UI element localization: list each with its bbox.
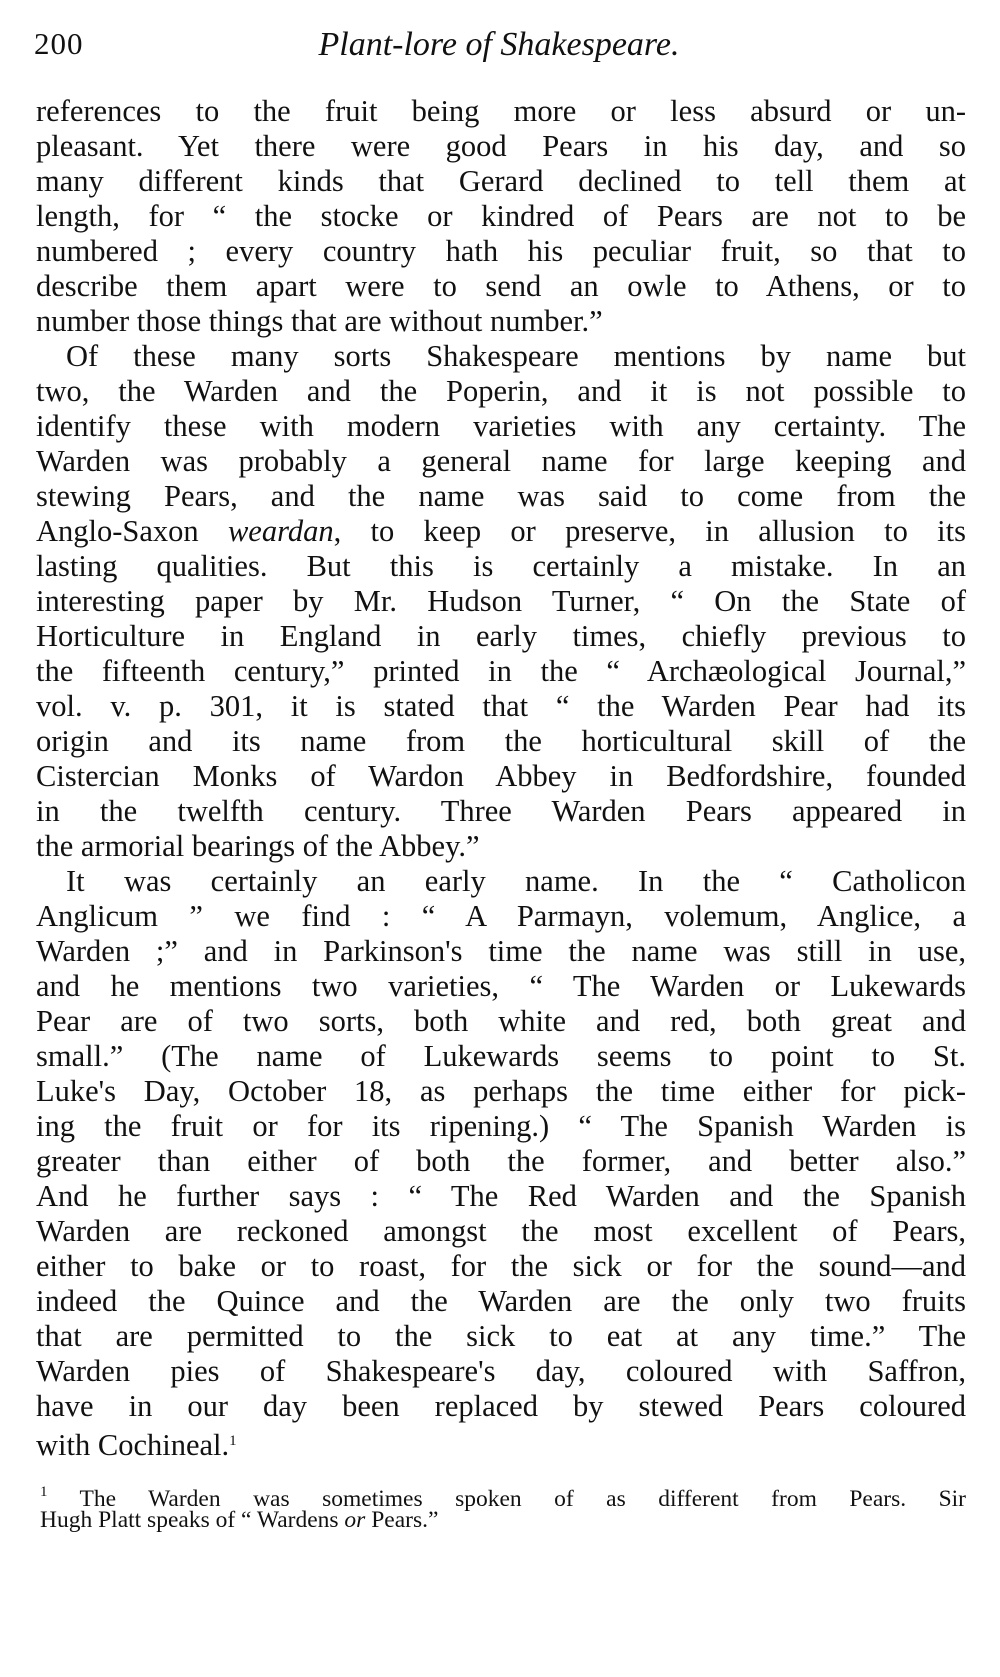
text-line: Warden pies of Shakespeare's day, coloured with Saffron,: [36, 1354, 966, 1388]
text-line: stewing Pears, and the name was said to come from the: [36, 479, 966, 513]
text-line: Pear are of two sorts, both white and red, both great and: [36, 1004, 966, 1038]
text-line: small.” (The name of Lukewards seems to point to St.: [36, 1039, 966, 1073]
text-line: indeed the Quince and the Warden are the only two fruits: [36, 1284, 966, 1318]
text-line: origin and its name from the horticultural skill of the: [36, 724, 966, 758]
text-line: lasting qualities. But this is certainly a mistake. In an: [36, 549, 966, 583]
text-line: Cistercian Monks of Wardon Abbey in Bedfordshire, founded: [36, 759, 966, 793]
text-fragment: Anglo-Saxon: [36, 514, 228, 548]
text-line: and he mentions two varieties, “ The Warden or Lukewards: [36, 969, 966, 1003]
text-line: [36, 1423, 966, 1463]
footnote-marker: 1: [40, 1484, 48, 1500]
text-line: Of these many sorts Shakespeare mentions by name but: [66, 339, 966, 373]
text-line: Warden are reckoned amongst the most excellent of Pears,: [36, 1214, 966, 1248]
footnote-text: The Warden was sometimes spoken of as different from Pears. Sir: [47, 1486, 966, 1512]
text-line: two, the Warden and the Poperin, and it is not possible to: [36, 374, 966, 408]
text-line: ing the fruit or for its ripening.) “ The Spanish Warden is: [36, 1109, 966, 1143]
text-line: length, for “ the stocke or kindred of Pears are not to be: [36, 199, 966, 233]
text-line: It was certainly an early name. In the “ Catholicon: [66, 864, 966, 898]
italic-word: or: [344, 1507, 366, 1533]
text-line: And he further says : “ The Red Warden and the Spanish: [36, 1179, 966, 1213]
text-line: either to bake or to roast, for the sick or for the sound—and: [36, 1249, 966, 1283]
text-line: describe them apart were to send an owle to Athens, or to: [36, 269, 966, 303]
italic-word: weardan: [227, 514, 334, 548]
footnote-text: Hugh Platt speaks of “ Wardens: [40, 1507, 345, 1533]
footnote-line: [40, 1506, 966, 1534]
text-line: [36, 513, 966, 549]
text-line: Anglicum ” we find : “ A Parmayn, volemum, Anglice, a: [36, 899, 966, 933]
text-line: Warden was probably a general name for large keeping and: [36, 444, 966, 478]
page-number: 200: [34, 26, 84, 61]
text-line: references to the fruit being more or less absurd or un-: [36, 94, 966, 128]
text-line: many different kinds that Gerard declined to tell them at: [36, 164, 966, 198]
text-line: in the twelfth century. Three Warden Pears appeared in: [36, 794, 966, 828]
text-line: that are permitted to the sick to eat at any time.” The: [36, 1319, 966, 1353]
text-line: vol. v. p. 301, it is stated that “ the Warden Pear had its: [36, 689, 966, 723]
text-line: Warden ;” and in Parkinson's time the name was still in use,: [36, 934, 966, 968]
footnote-text: Pears.”: [365, 1507, 439, 1533]
running-title: Plant-lore of Shakespeare.: [318, 26, 680, 63]
text-line: Horticulture in England in early times, chiefly previous to: [36, 619, 966, 653]
text-line: greater than either of both the former, and better also.”: [36, 1144, 966, 1178]
text-line: pleasant. Yet there were good Pears in his day, and so: [36, 129, 966, 163]
text-fragment: , to keep or preserve, in allusion to its: [333, 514, 966, 548]
text-line: interesting paper by Mr. Hudson Turner, “ On the State of: [36, 584, 966, 618]
page-header: [34, 26, 964, 76]
text-line: the fifteenth century,” printed in the “ Archæological Journal,”: [36, 654, 966, 688]
text-line: the armorial bearings of the Abbey.”: [36, 829, 480, 863]
footnote-reference: 1: [229, 1433, 237, 1449]
text-line: number those things that are without number.”: [36, 304, 603, 338]
text-line: identify these with modern varieties with any certainty. The: [36, 409, 966, 443]
text-line: numbered ; every country hath his peculiar fruit, so that to: [36, 234, 966, 268]
text-line: Luke's Day, October 18, as perhaps the time either for pick-: [36, 1074, 966, 1108]
text-fragment: with Cochineal.: [36, 1428, 230, 1462]
text-line: have in our day been replaced by stewed Pears coloured: [36, 1389, 966, 1423]
